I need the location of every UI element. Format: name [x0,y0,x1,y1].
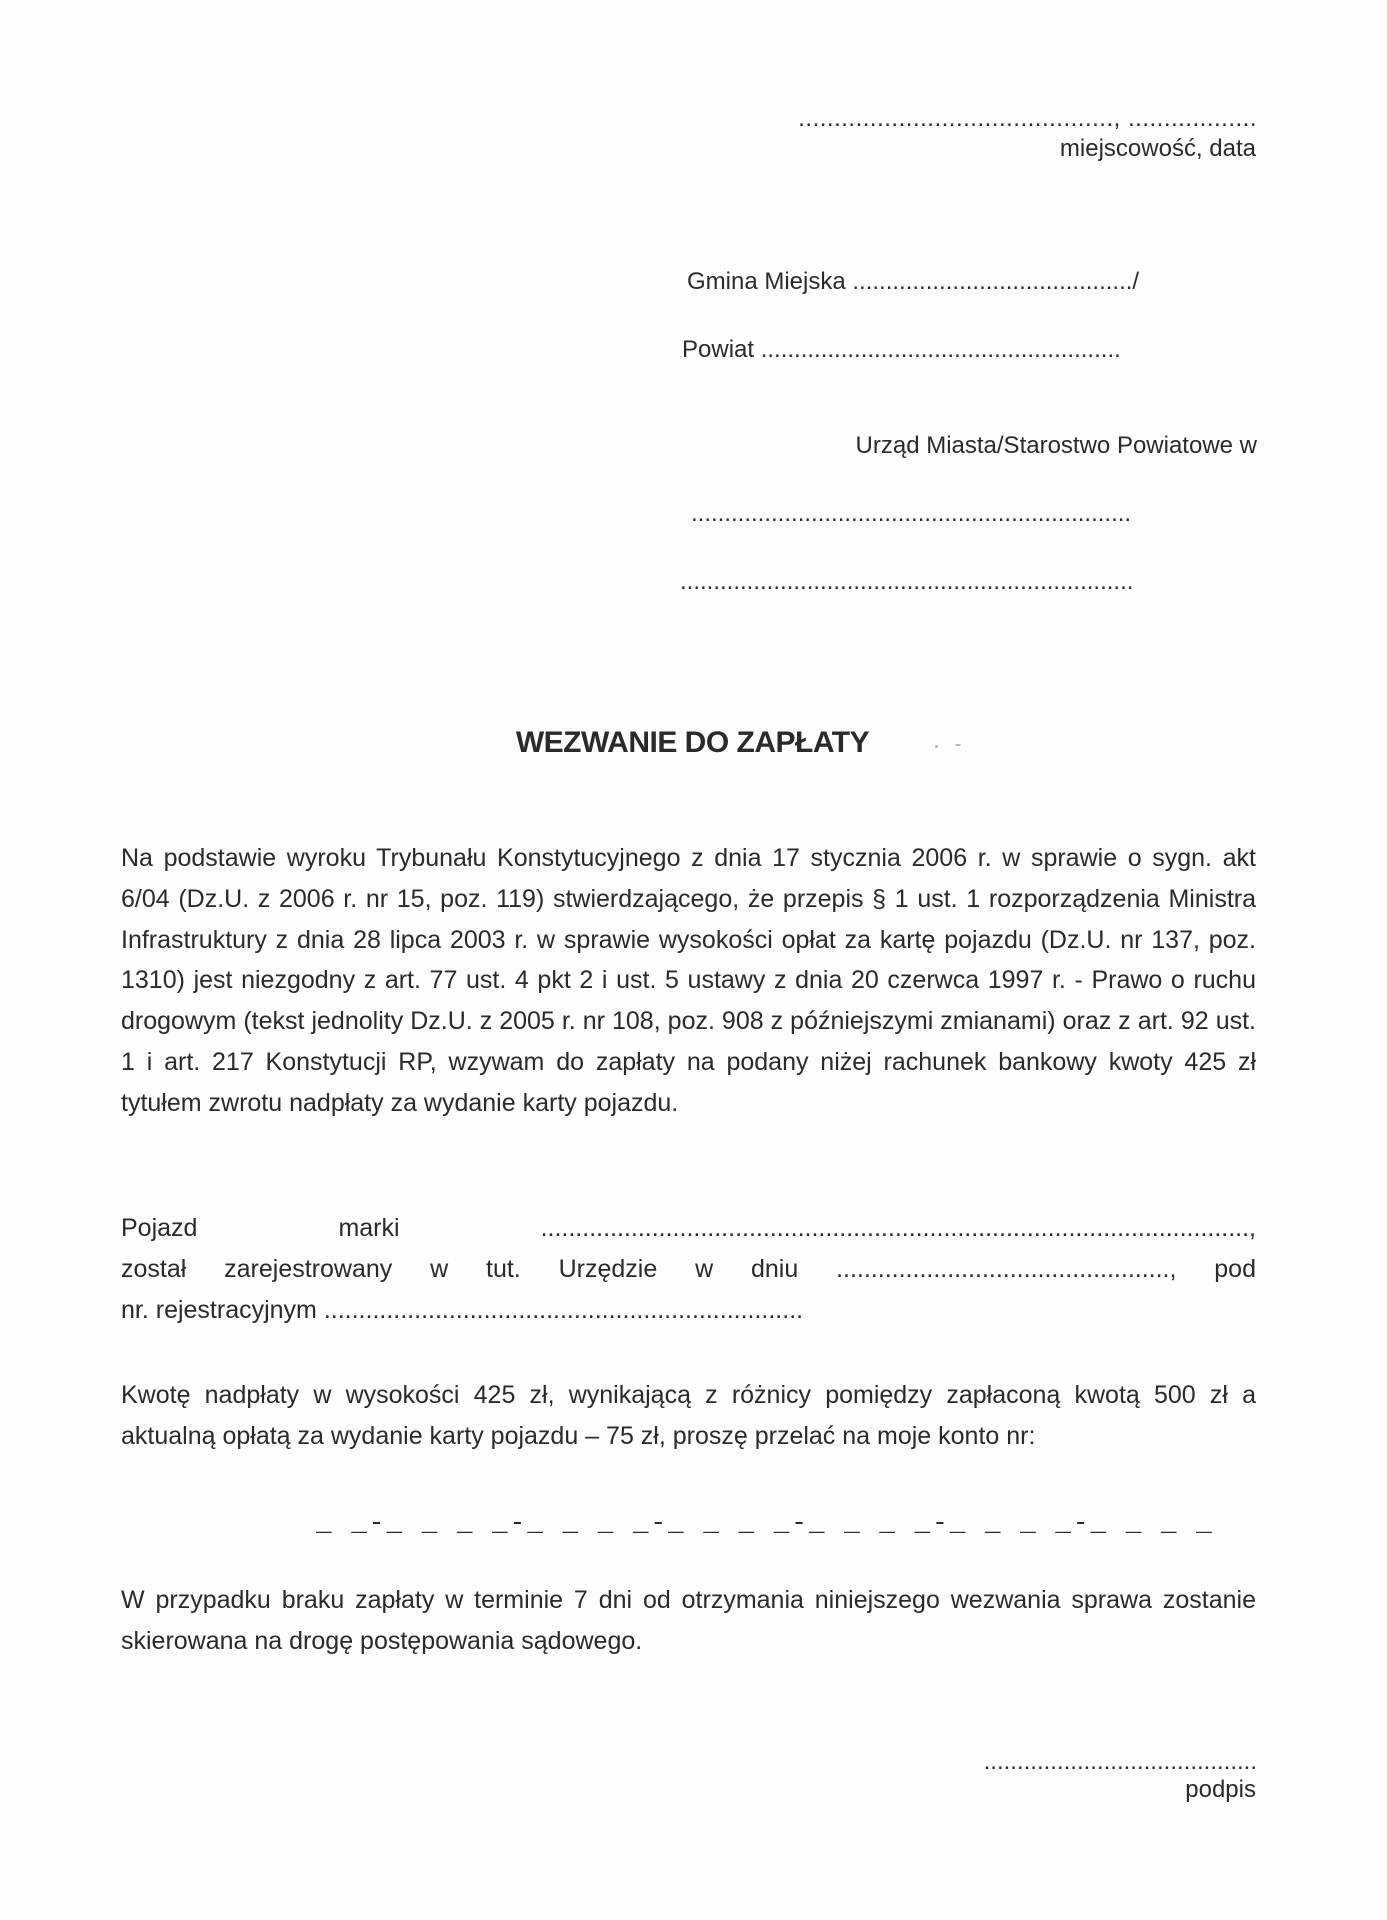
office-dots-1: .................................................................. [691,500,1132,527]
scan-speck [935,745,938,748]
signature-dots: ......................................... [983,1748,1257,1775]
document-title: WEZWANIE DO ZAPŁATY [515,726,870,759]
account-number-field: _ _-_ _ _ _-_ _ _ _-_ _ _ _-_ _ _ _-_ _ _ _-_ _ _ _ [316,1508,1214,1538]
date-dots: ............................................, .................. [798,105,1257,132]
powiat-field: Powiat ...................................................... [682,336,1121,363]
office-dots-2: .................................................................... [680,568,1134,595]
registration-number-field: nr. rejestracyjnym ..................................................................... [121,1296,804,1324]
gmina-field: Gmina Miejska ........................................../ [687,268,1140,295]
vehicle-make-field: Pojazd marki ......................................................................................................, [121,1214,1256,1242]
date-label: miejscowość, data [1059,135,1256,162]
body-paragraph-2: Kwotę nadpłaty w wysokości 425 zł, wynikającą z różnicy pomiędzy zapłaconą kwotą 500 zł a aktualną opłatą za wydanie karty pojazdu – 75 zł, proszę przelać na moje konto nr: [121,1381,1256,1450]
registration-date-field: został zarejestrowany w tut. Urzędzie w dniu ................................................, pod [121,1255,1256,1283]
scan-speck [955,744,961,746]
office-label: Urząd Miasta/Starostwo Powiatowe w [855,432,1257,459]
body-paragraph-3: W przypadku braku zapłaty w terminie 7 dni od otrzymania niniejszego wezwania sprawa zostanie skierowana na drogę postępowania sądowego. [121,1586,1256,1655]
signature-label: podpis [1185,1776,1256,1803]
body-paragraph-1: Na podstawie wyroku Trybunału Konstytucyjnego z dnia 17 stycznia 2006 r. w sprawie o sygn. akt 6/04 (Dz.U. z 2006 r. nr 15, poz. 119) stwierdzającego, że przepis § 1 ust. 1 rozporządzenia Ministra Infrastruktury z dnia 28 lipca 2003 r. w sprawie wysokości opłat za kartę pojazdu (Dz.U. nr 137, poz. 1310) jest niezgodny z art. 77 ust. 4 pkt 2 i ust. 5 ustawy z dnia 20 czerwca 1997 r. - Prawo o ruchu drogowym (tekst jednolity Dz.U. z 2005 r. nr 108, poz. 908 z późniejszymi zmianami) oraz z art. 92 ust. 1 i art. 217 Konstytucji RP, wzywam do zapłaty na podany niżej rachunek bankowy kwoty 425 zł tytułem zwrotu nadpłaty za wydanie karty pojazdu. [121,844,1256,1117]
